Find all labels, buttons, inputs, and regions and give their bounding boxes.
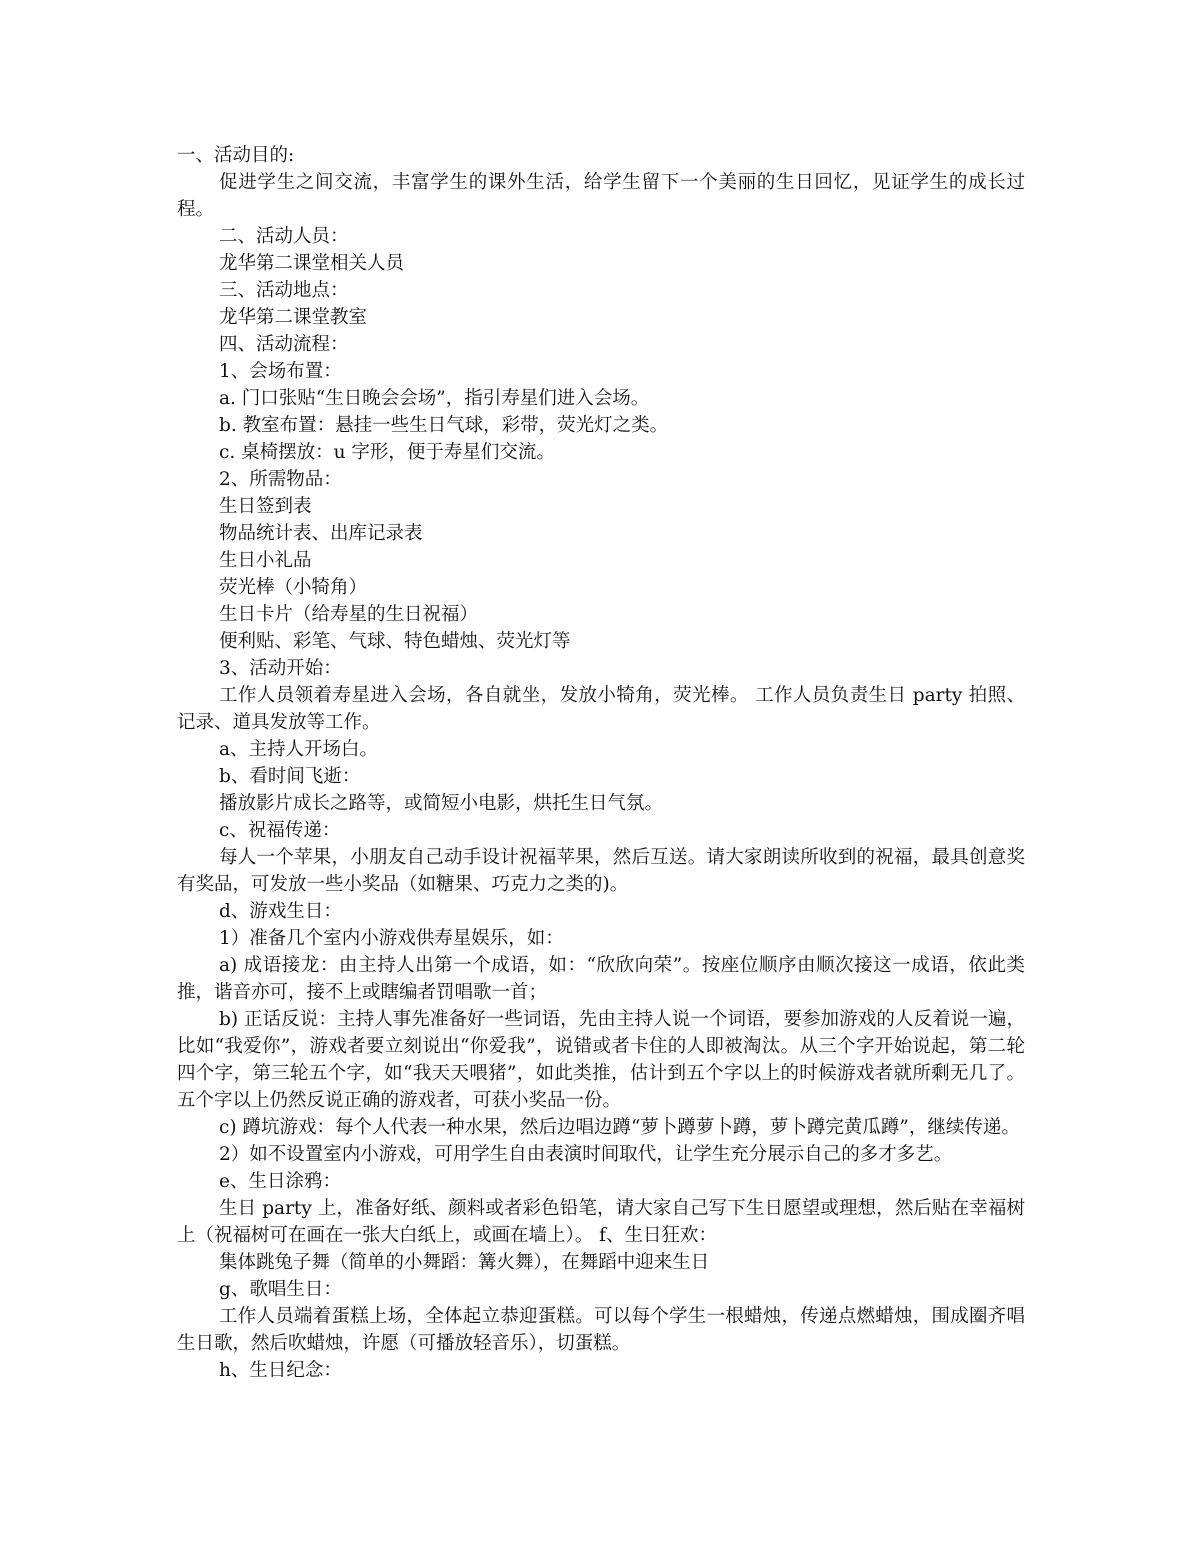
list-item: 生日签到表 [219,496,312,517]
heading-participants: 二、活动人员： [219,226,349,247]
paragraph-game-reverse: b) 正话反说：主持人事先准备好一些词语，先由主持人说一个词语，要参加游戏的人反着说一遍，比如“我爱你”，游戏者要立刻说出“你爱我”，说错或者卡住的人即被淘汰。从三个字开始说起，第二轮四个字，第三轮五个字，如“我天天喂猪”，如此类推，估计到五个字以上的时候游戏者就所剩无几了。五个字以上仍然反说正确的游戏者，可获小奖品一份。 [177,1009,1025,1111]
paragraph-game-idiom: a) 成语接龙：由主持人出第一个成语，如：“欣欣向荣”。按座位顺序由顺次接这一成语，依此类推，谐音亦可，接不上或瞎编者罚唱歌一首； [177,955,1025,1003]
list-item: 荧光棒（小犄角） [219,577,368,598]
paragraph-game-squat: c) 蹲坑游戏：每个人代表一种水果，然后边唱边蹲“萝卜蹲萝卜蹲，萝卜蹲完黄瓜蹲”，继续传递。 [219,1117,1020,1138]
paragraph-cake: 工作人员端着蛋糕上场，全体起立恭迎蛋糕。可以每个学生一根蜡烛，传递点燃蜡烛，围成圈齐唱生日歌，然后吹蜡烛，许愿（可播放轻音乐），切蛋糕。 [177,1306,1025,1354]
participants-text: 龙华第二课堂相关人员 [219,253,405,274]
paragraph-purpose: 促进学生之间交流，丰富学生的课外生活，给学生留下一个美丽的生日回忆，见证学生的成长过程。 [177,172,1025,220]
paragraph-activity-start: 工作人员领着寿星进入会场，各自就坐，发放小犄角，荧光棒。 工作人员负责生日 party 拍照、记录、道具发放等工作。 [177,685,1025,733]
list-item: g、歌唱生日： [219,1279,342,1300]
list-item: c、祝福传递： [219,820,341,841]
list-item: d、游戏生日： [219,901,342,922]
list-item: c. 桌椅摆放：u 字形，便于寿星们交流。 [219,442,555,463]
list-item: 播放影片成长之路等，或简短小电影，烘托生日气氛。 [219,793,664,814]
subheading-required-items: 2、所需物品： [219,469,342,490]
subheading-venue-setup: 1、会场布置： [219,361,342,382]
list-item: e、生日涂鸦： [219,1171,341,1192]
list-item: h、生日纪念： [219,1360,342,1381]
subheading-activity-start: 3、活动开始： [219,658,342,679]
document-body [177,142,1025,1384]
list-item: 1）准备几个室内小游戏供寿星娱乐，如： [219,928,564,949]
heading-process: 四、活动流程： [219,334,349,355]
list-item: 便利贴、彩笔、气球、特色蜡烛、荧光灯等 [219,631,571,652]
heading-location: 三、活动地点： [219,280,349,301]
location-text: 龙华第二课堂教室 [219,307,368,328]
list-item: 生日卡片（给寿星的生日祝福） [219,604,479,625]
heading-purpose: 一、活动目的: [177,145,295,166]
list-item: 集体跳兔子舞（简单的小舞蹈：篝火舞），在舞蹈中迎来生日 [219,1252,710,1273]
list-item: 物品统计表、出库记录表 [219,523,423,544]
list-item: a、主持人开场白。 [219,739,379,760]
list-item: 2）如不设置室内小游戏，可用学生自由表演时间取代，让学生充分展示自己的多才多艺。 [219,1144,953,1165]
list-item: b、看时间飞逝： [219,766,361,787]
paragraph-blessing: 每人一个苹果，小朋友自己动手设计祝福苹果，然后互送。请大家朗读所收到的祝福，最具创意奖有奖品，可发放一些小奖品（如糖果、巧克力之类的)。 [177,847,1025,895]
list-item: a. 门口张贴“生日晚会会场”，指引寿星们进入会场。 [219,388,650,409]
list-item: 生日小礼品 [219,550,312,571]
paragraph-graffiti: 生日 party 上，准备好纸、颜料或者彩色铅笔，请大家自己写下生日愿望或理想，然后贴在幸福树上（祝福树可在画在一张大白纸上，或画在墙上）。 f、生日狂欢： [177,1198,1025,1246]
list-item: b. 教室布置：悬挂一些生日气球，彩带，荧光灯之类。 [219,415,669,436]
